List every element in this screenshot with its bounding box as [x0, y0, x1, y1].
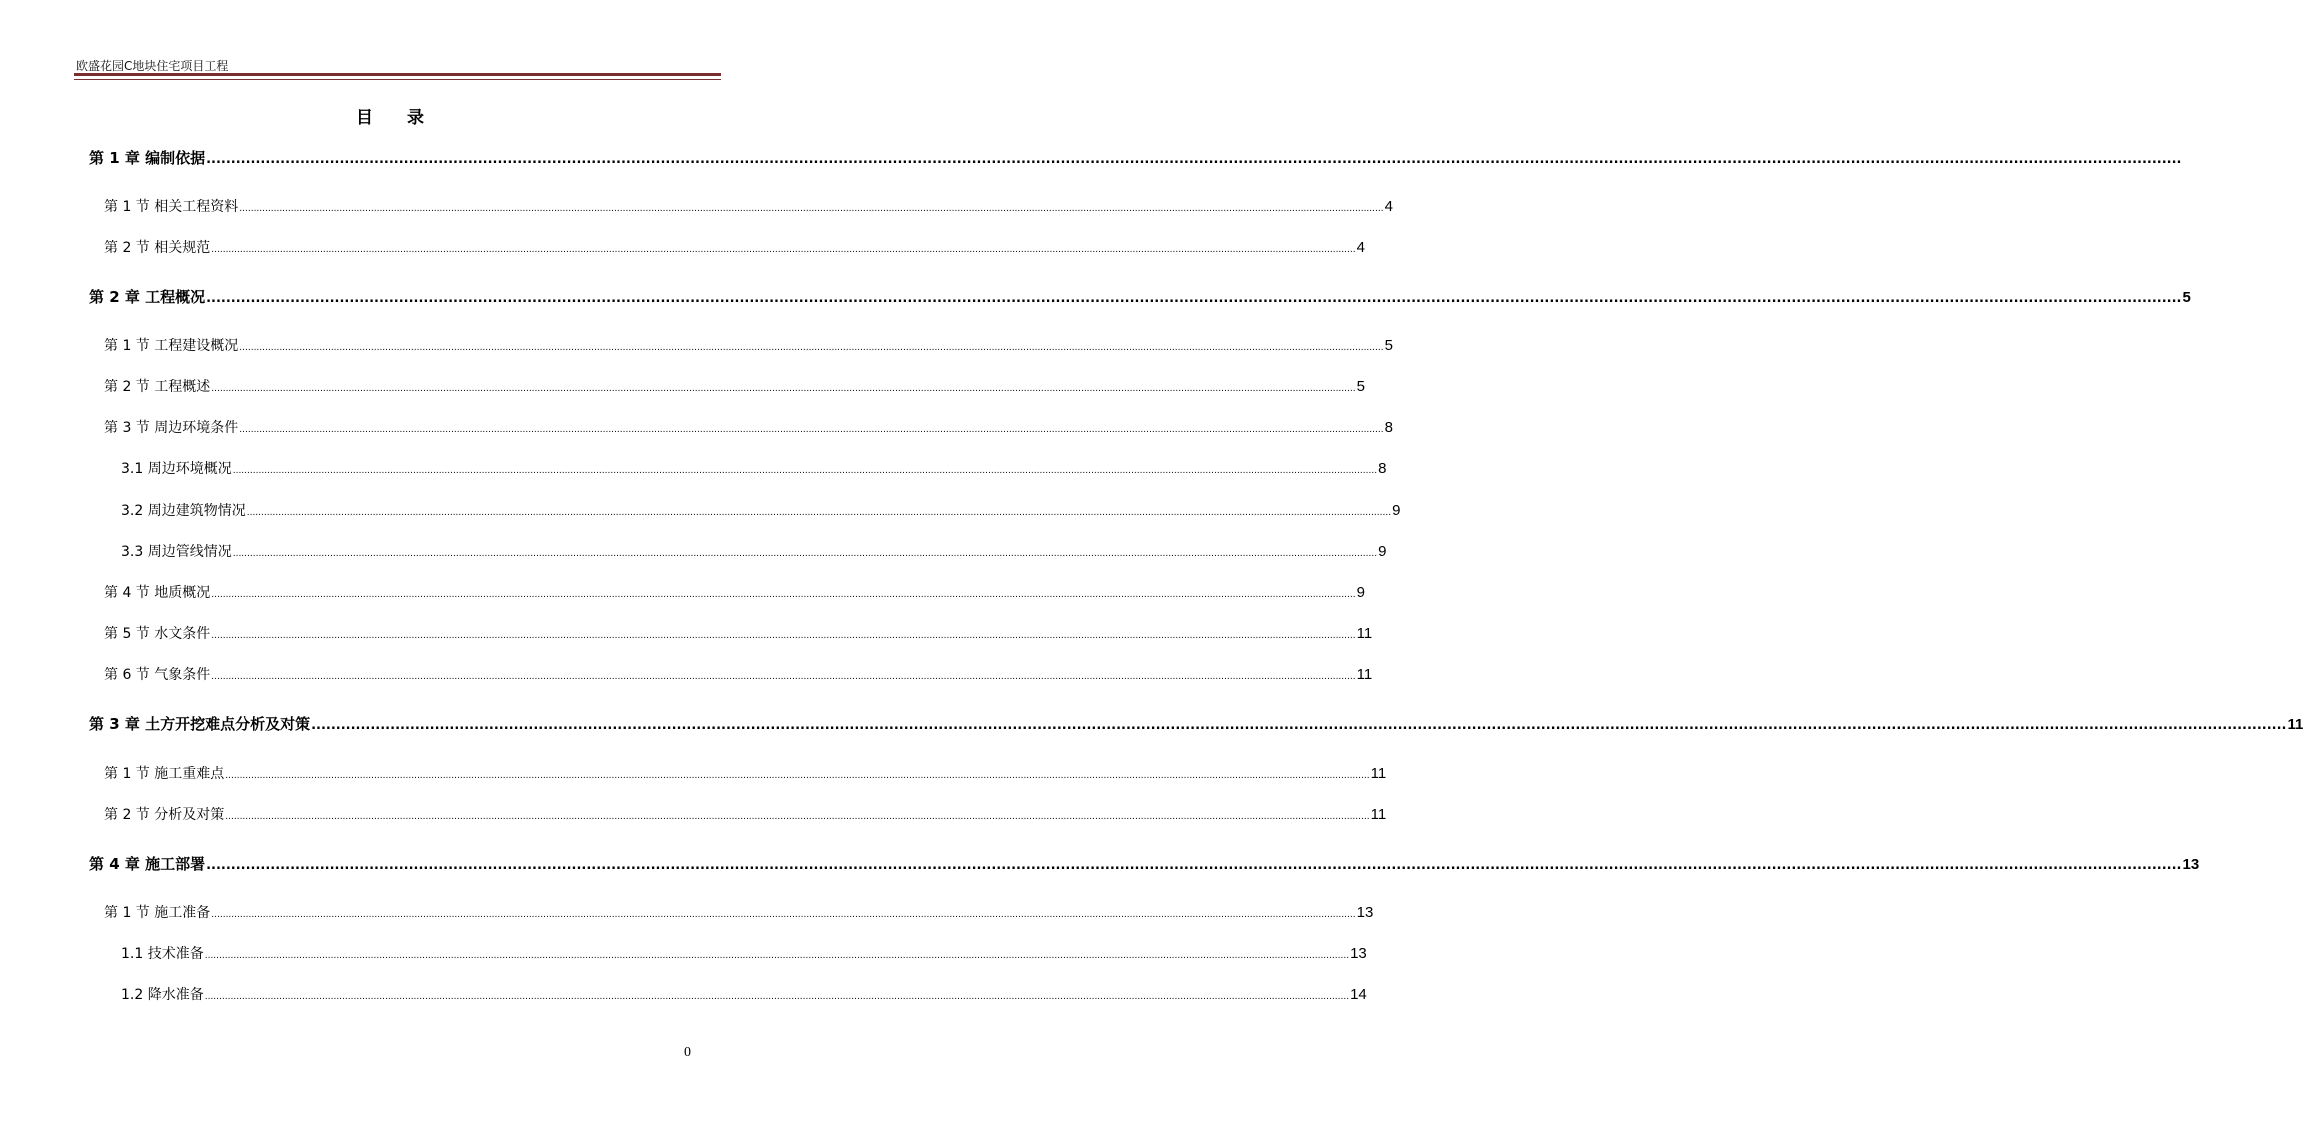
toc-entry-page: 11 [1370, 765, 1387, 782]
toc-entry-page: 9 [1356, 584, 1365, 601]
toc-entry-section[interactable] [104, 334, 1393, 358]
toc-entry-section[interactable] [104, 901, 1374, 925]
toc-entry-section[interactable] [104, 803, 1387, 827]
running-header: 欧盛花园C地块住宅项目工程 [76, 59, 229, 73]
dot-leader: ................................................................................................................................................................................................................................................................................................................................................................................................................ [225, 771, 1370, 781]
toc-entry-section[interactable] [104, 622, 1373, 646]
dot-leader: ................................................................................................................................................................................................................................................................................................................................................................................................................ [211, 384, 1356, 394]
toc-entry-label: 第 4 节 地质概况 [104, 585, 211, 601]
dot-leader: ................................................................................................................................................................................................................................................................................................................................................................................................................ [211, 672, 1356, 682]
toc-entry-label: 第 6 节 气象条件 [104, 667, 211, 683]
toc-entry-label: 第 3 节 周边环境条件 [104, 420, 239, 436]
dot-leader: ................................................................................................................................................................................................................................................................................................................................................................................................................ [232, 549, 1378, 559]
toc-entry-page: 13 [2182, 856, 2200, 873]
dot-leader: ................................................................................................................................................................................................................................................................................................................................................................................................................ [206, 291, 2182, 306]
toc-entry-page: 4 [1384, 198, 1393, 215]
dot-leader: ................................................................................................................................................................................................................................................................................................................................................................................................................ [206, 858, 2182, 873]
dot-leader: ................................................................................................................................................................................................................................................................................................................................................................................................................ [211, 910, 1356, 920]
toc-entry-subsection[interactable] [121, 499, 1401, 523]
toc-entry-page: 8 [1378, 460, 1387, 477]
toc-title: 目 录 [356, 108, 438, 128]
toc-entry-section[interactable] [104, 663, 1373, 687]
dot-leader: ................................................................................................................................................................................................................................................................................................................................................................................................................ [246, 508, 1392, 518]
toc-entry-label: 3.1 周边环境概况 [121, 461, 232, 477]
toc-entry-page: 11 [1356, 625, 1373, 642]
toc-entry-page: 5 [2182, 289, 2191, 306]
dot-leader: ................................................................................................................................................................................................................................................................................................................................................................................................................ [232, 466, 1378, 476]
toc-entry-chapter-3[interactable] [89, 712, 2303, 736]
toc-entry-page: 11 [1356, 666, 1373, 683]
toc-entry-subsection[interactable] [121, 983, 1367, 1007]
toc-entry-label: 第 2 章 工程概况 [89, 288, 206, 306]
toc-entry-label: 第 1 节 施工重难点 [104, 766, 225, 782]
toc-entry-label: 第 2 节 工程概述 [104, 379, 211, 395]
dot-leader: ................................................................................................................................................................................................................................................................................................................................................................................................................ [211, 245, 1356, 255]
dot-leader: ................................................................................................................................................................................................................................................................................................................................................................................................................ [204, 992, 1350, 1002]
toc-entry-section[interactable] [104, 195, 1393, 219]
toc-entry-page: 5 [1384, 337, 1393, 354]
toc-entry-page: 9 [1392, 502, 1401, 519]
toc-entry-label: 3.3 周边管线情况 [121, 544, 232, 560]
dot-leader: ................................................................................................................................................................................................................................................................................................................................................................................................................ [239, 204, 1384, 214]
toc-entry-page: 13 [1350, 945, 1367, 962]
toc-entry-label: 第 1 节 工程建设概况 [104, 338, 239, 354]
toc-entry-label: 1.1 技术准备 [121, 946, 204, 962]
toc-entry-section[interactable] [104, 375, 1365, 399]
toc-entry-page: 11 [1370, 806, 1387, 823]
toc-entry-subsection[interactable] [121, 540, 1387, 564]
toc-entry-label: 第 4 章 施工部署 [89, 855, 206, 873]
toc-entry-section[interactable] [104, 236, 1365, 260]
dot-leader: ................................................................................................................................................................................................................................................................................................................................................................................................................ [225, 812, 1370, 822]
dot-leader: ................................................................................................................................................................................................................................................................................................................................................................................................................ [211, 590, 1356, 600]
toc-entry-label: 第 1 节 施工准备 [104, 905, 211, 921]
toc-entry-page: 9 [1378, 543, 1387, 560]
toc-entry-chapter-4[interactable] [89, 852, 2200, 876]
toc-entry-page: 4 [1356, 239, 1365, 256]
toc-entry-label: 第 3 章 土方开挖难点分析及对策 [89, 715, 311, 733]
toc-entry-subsection[interactable] [121, 942, 1367, 966]
toc-entry-chapter-2[interactable] [89, 285, 2191, 309]
toc-entry-label: 第 1 节 相关工程资料 [104, 199, 239, 215]
dot-leader: ................................................................................................................................................................................................................................................................................................................................................................................................................ [239, 343, 1384, 353]
toc-entry-label: 3.2 周边建筑物情况 [121, 503, 246, 519]
dot-leader: ................................................................................................................................................................................................................................................................................................................................................................................................................ [204, 951, 1350, 961]
dot-leader: ................................................................................................................................................................................................................................................................................................................................................................................................................ [239, 425, 1384, 435]
dot-leader: ................................................................................................................................................................................................................................................................................................................................................................................................................ [206, 152, 2182, 167]
dot-leader: ................................................................................................................................................................................................................................................................................................................................................................................................................ [311, 718, 2287, 733]
toc-entry-page: 8 [1384, 419, 1393, 436]
toc-entry-label: 1.2 降水准备 [121, 987, 204, 1003]
page-number: 0 [684, 1045, 691, 1060]
toc-entry-section[interactable] [104, 416, 1393, 440]
toc-entry-label: 第 1 章 编制依据 [89, 149, 206, 167]
toc-entry-section[interactable] [104, 581, 1365, 605]
toc-entry-label: 第 2 节 分析及对策 [104, 807, 225, 823]
toc-entry-page: 5 [1356, 378, 1365, 395]
toc-entry-subsection[interactable] [121, 457, 1387, 481]
dot-leader: ................................................................................................................................................................................................................................................................................................................................................................................................................ [211, 631, 1356, 641]
toc-entry-label: 第 5 节 水文条件 [104, 626, 211, 642]
toc-entry-page: 14 [1350, 986, 1367, 1003]
toc-entry-section[interactable] [104, 762, 1387, 786]
toc-entry-label: 第 2 节 相关规范 [104, 240, 211, 256]
toc-entry-page: 13 [1356, 904, 1374, 921]
toc-entry-page: 11 [2287, 716, 2303, 733]
toc-entry-chapter-1[interactable] [89, 146, 2182, 170]
